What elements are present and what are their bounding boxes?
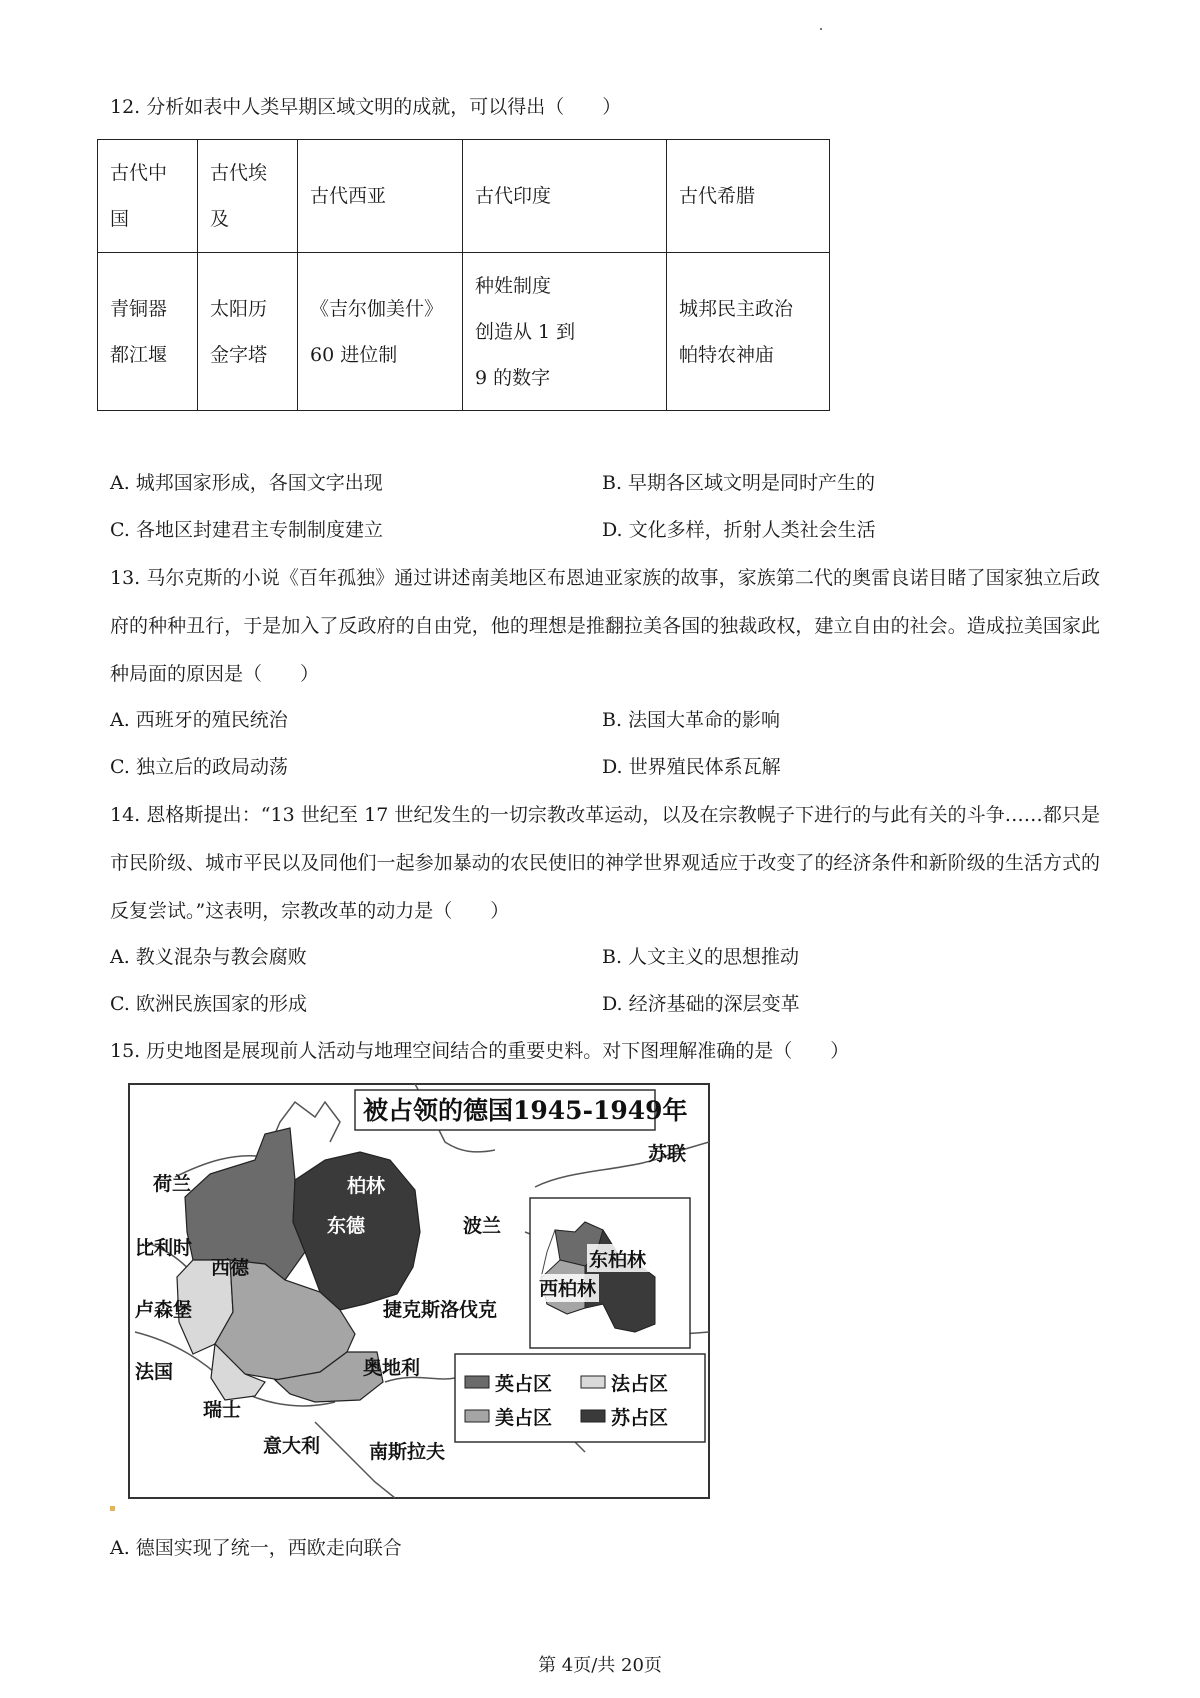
label-france: 法国 xyxy=(135,1361,174,1383)
label-switzerland: 瑞士 xyxy=(203,1399,242,1421)
q14-option-c[interactable]: C. 欧洲民族国家的形成 xyxy=(110,993,307,1015)
legend-label-british: 英占区 xyxy=(495,1373,553,1395)
label-netherlands: 荷兰 xyxy=(153,1173,192,1195)
table-cell: 太阳历 金字塔 xyxy=(198,253,298,411)
q14-option-b[interactable]: B. 人文主义的思想推动 xyxy=(602,946,800,968)
q12-option-b[interactable]: B. 早期各区域文明是同时产生的 xyxy=(602,472,876,494)
scan-speck xyxy=(820,28,822,30)
legend-swatch-soviet xyxy=(581,1410,605,1422)
table-cell: 种姓制度 创造从 1 到 9 的数字 xyxy=(463,253,667,411)
label-czechoslovakia: 捷克斯洛伐克 xyxy=(383,1299,498,1321)
label-italy: 意大利 xyxy=(263,1435,321,1457)
q13-option-c[interactable]: C. 独立后的政局动荡 xyxy=(110,756,288,778)
legend-swatch-american xyxy=(465,1410,489,1422)
occupied-germany-map xyxy=(115,1082,727,1502)
label-ussr: 苏联 xyxy=(648,1143,687,1165)
table-cell: 青铜器 都江堰 xyxy=(98,253,198,411)
table-cell: 古代埃 及 xyxy=(198,140,298,253)
label-luxembourg: 卢森堡 xyxy=(135,1299,193,1321)
label-austria: 奥地利 xyxy=(363,1357,421,1379)
scan-mark xyxy=(110,1506,115,1511)
q14-option-a[interactable]: A. 教义混杂与教会腐败 xyxy=(110,946,307,968)
label-yugoslavia: 南斯拉夫 xyxy=(369,1441,446,1463)
label-belgium: 比利时 xyxy=(135,1237,193,1259)
label-berlin: 柏林 xyxy=(347,1175,386,1197)
label-west-germany: 西德 xyxy=(211,1257,250,1279)
table-row xyxy=(98,253,830,411)
table-cell: 《吉尔伽美什》 60 进位制 xyxy=(298,253,463,411)
map-figure xyxy=(115,1082,727,1502)
legend-label-soviet: 苏占区 xyxy=(611,1407,669,1429)
label-west-berlin: 西柏林 xyxy=(539,1278,597,1300)
q13-option-a[interactable]: A. 西班牙的殖民统治 xyxy=(110,709,288,731)
table-cell: 古代印度 xyxy=(463,140,667,253)
q15-option-a[interactable]: A. 德国实现了统一，西欧走向联合 xyxy=(110,1537,402,1559)
legend-swatch-british xyxy=(465,1376,489,1388)
q15-stem: 15. 历史地图是展现前人活动与地理空间结合的重要史料。对下图理解准确的是（ ） xyxy=(110,1040,850,1062)
map-title: 被占领的德国1945-1949年 xyxy=(363,1096,688,1125)
legend-swatch-french xyxy=(581,1376,605,1388)
q12-option-d[interactable]: D. 文化多样，折射人类社会生活 xyxy=(602,519,876,541)
q12-stem: 12. 分析如表中人类早期区域文明的成就，可以得出（ ） xyxy=(110,96,622,118)
table-cell: 古代西亚 xyxy=(298,140,463,253)
q12-option-c[interactable]: C. 各地区封建君主专制制度建立 xyxy=(110,519,383,541)
q13-stem: 13. 马尔克斯的小说《百年孤独》通过讲述南美地区布恩迪亚家族的故事，家族第二代的奥雷良诺目睹了国家独立后政府的种种丑行，于是加入了反政府的自由党，他的理想是推翻拉美各国的独裁政权，建立自由的社会。造成拉美国家此种局面的原因是（ ） xyxy=(110,567,1100,685)
table-header-row xyxy=(98,140,830,253)
q14-stem: 14. 恩格斯提出：“13 世纪至 17 世纪发生的一切宗教改革运动，以及在宗教幌子下进行的与此有关的斗争……都只是市民阶级、城市平民以及同他们一起参加暴动的农民使旧的神学世界观适应于改变了的经济条件和新阶级的生活方式的反复尝试。”这表明，宗教改革的动力是（ ） xyxy=(110,804,1100,922)
label-poland: 波兰 xyxy=(463,1215,502,1237)
legend-label-french: 法占区 xyxy=(611,1373,669,1395)
label-east-berlin: 东柏林 xyxy=(589,1249,647,1271)
q13-option-b[interactable]: B. 法国大革命的影响 xyxy=(602,709,781,731)
civilization-table xyxy=(97,139,830,411)
q14-option-d[interactable]: D. 经济基础的深层变革 xyxy=(602,993,800,1015)
table-cell: 古代希腊 xyxy=(667,140,830,253)
q12-option-a[interactable]: A. 城邦国家形成，各国文字出现 xyxy=(110,472,383,494)
legend-label-american: 美占区 xyxy=(495,1407,553,1429)
q13-option-d[interactable]: D. 世界殖民体系瓦解 xyxy=(602,756,781,778)
table-cell: 古代中 国 xyxy=(98,140,198,253)
page-footer: 第 4页/共 20页 xyxy=(538,1655,662,1676)
label-east-germany: 东德 xyxy=(327,1215,366,1237)
table-cell: 城邦民主政治 帕特农神庙 xyxy=(667,253,830,411)
